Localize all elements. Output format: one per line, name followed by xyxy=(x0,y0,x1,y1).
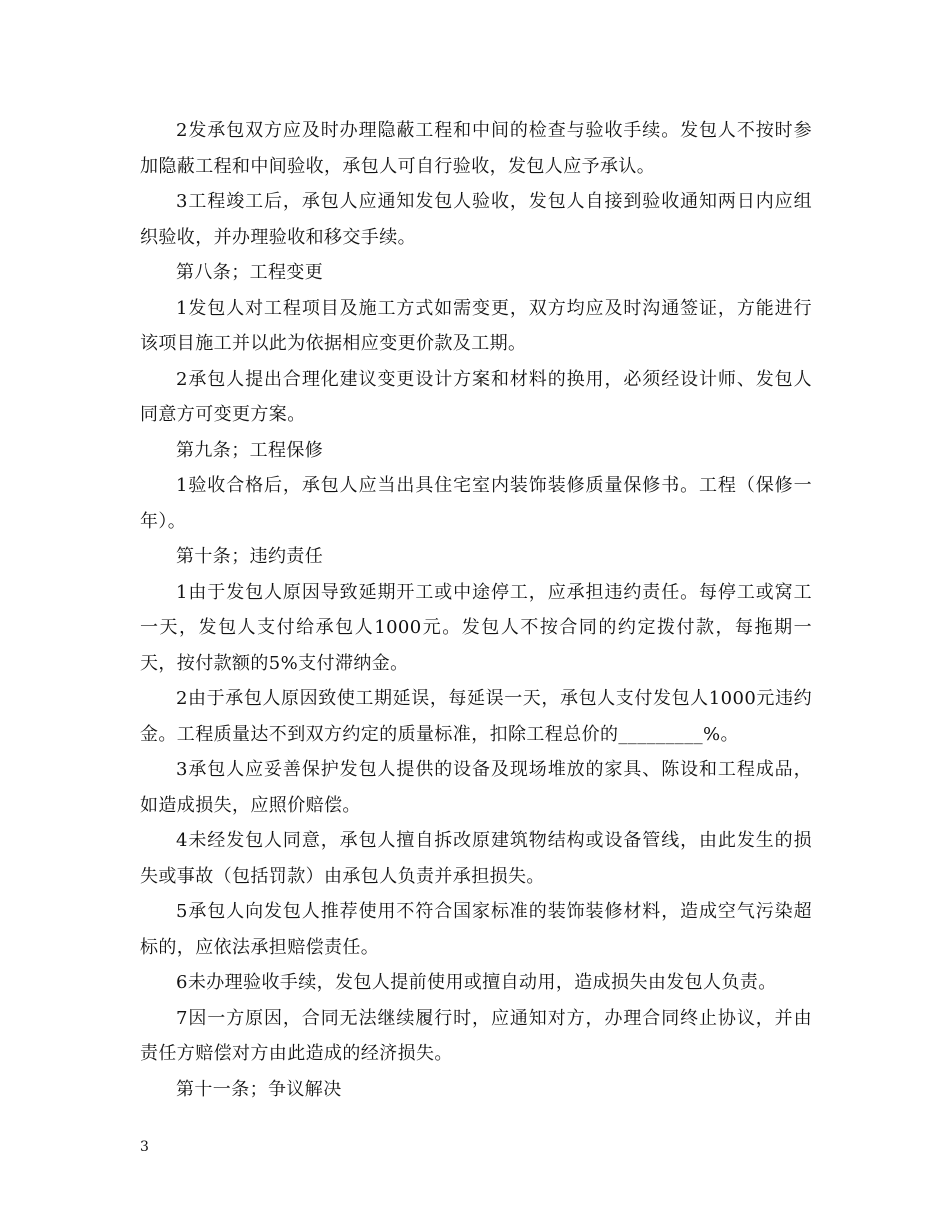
section-heading-article-9: 第九条；工程保修 xyxy=(176,439,324,461)
paragraph-warranty: 1验收合格后，承包人应当出具住宅室内装饰装修质量保修书。工程（保修一年）。 xyxy=(140,475,812,532)
paragraph-change-by-contractor: 2承包人提出合理化建议变更设计方案和材料的换用，必须经设计师、发包人同意方可变更方案。 xyxy=(140,368,812,425)
paragraph-completion-acceptance: 3工程竣工后，承包人应通知发包人验收，发包人自接到验收通知两日内应组织验收，并办理验收和移交手续。 xyxy=(140,191,812,248)
section-heading-article-8: 第八条；工程变更 xyxy=(176,262,324,283)
section-heading-article-10: 第十条；违约责任 xyxy=(176,546,324,567)
paragraph-unauthorized-alteration: 4未经发包人同意，承包人擅自拆改原建筑物结构或设备管线，由此发生的损失或事故（包括罚款）由承包人负责并承担损失。 xyxy=(140,830,812,887)
page-number: 3 xyxy=(140,1139,149,1155)
paragraph-acceptance-hidden-works: 2发承包双方应及时办理隐蔽工程和中间的检查与验收手续。发包人不按时参加隐蔽工程和中间验收，承包人可自行验收，发包人应予承认。 xyxy=(140,120,812,177)
paragraph-breach-contractor-delay: 2由于承包人原因致使工期延误，每延误一天，承包人支付发包人1000元违约金。工程质量达不到双方约定的质量标准，扣除工程总价的_________%。 xyxy=(140,688,812,745)
paragraph-early-use: 6未办理验收手续，发包人提前使用或擅自动用，造成损失由发包人负责。 xyxy=(176,972,777,993)
paragraph-protect-property: 3承包人应妥善保护发包人提供的设备及现场堆放的家具、陈设和工程成品，如造成损失，应照价赔偿。 xyxy=(140,759,812,816)
paragraph-change-by-employer: 1发包人对工程项目及施工方式如需变更，双方均应及时沟通签证，方能进行该项目施工并以此为依据相应变更价款及工期。 xyxy=(140,297,812,354)
paragraph-substandard-materials: 5承包人向发包人推荐使用不符合国家标准的装饰装修材料，造成空气污染超标的，应依法承担赔偿责任。 xyxy=(140,901,812,958)
paragraph-breach-employer-delay: 1由于发包人原因导致延期开工或中途停工，应承担违约责任。每停工或窝工一天，发包人支付给承包人1000元。发包人不按合同的约定拨付款，每拖期一天，按付款额的5%支付滞纳金。 xyxy=(140,581,812,674)
paragraph-contract-termination: 7因一方原因，合同无法继续履行时，应通知对方，办理合同终止协议，并由责任方赔偿对方由此造成的经济损失。 xyxy=(140,1007,812,1064)
section-heading-article-11: 第十一条；争议解决 xyxy=(176,1078,342,1100)
document-body xyxy=(140,113,812,1107)
